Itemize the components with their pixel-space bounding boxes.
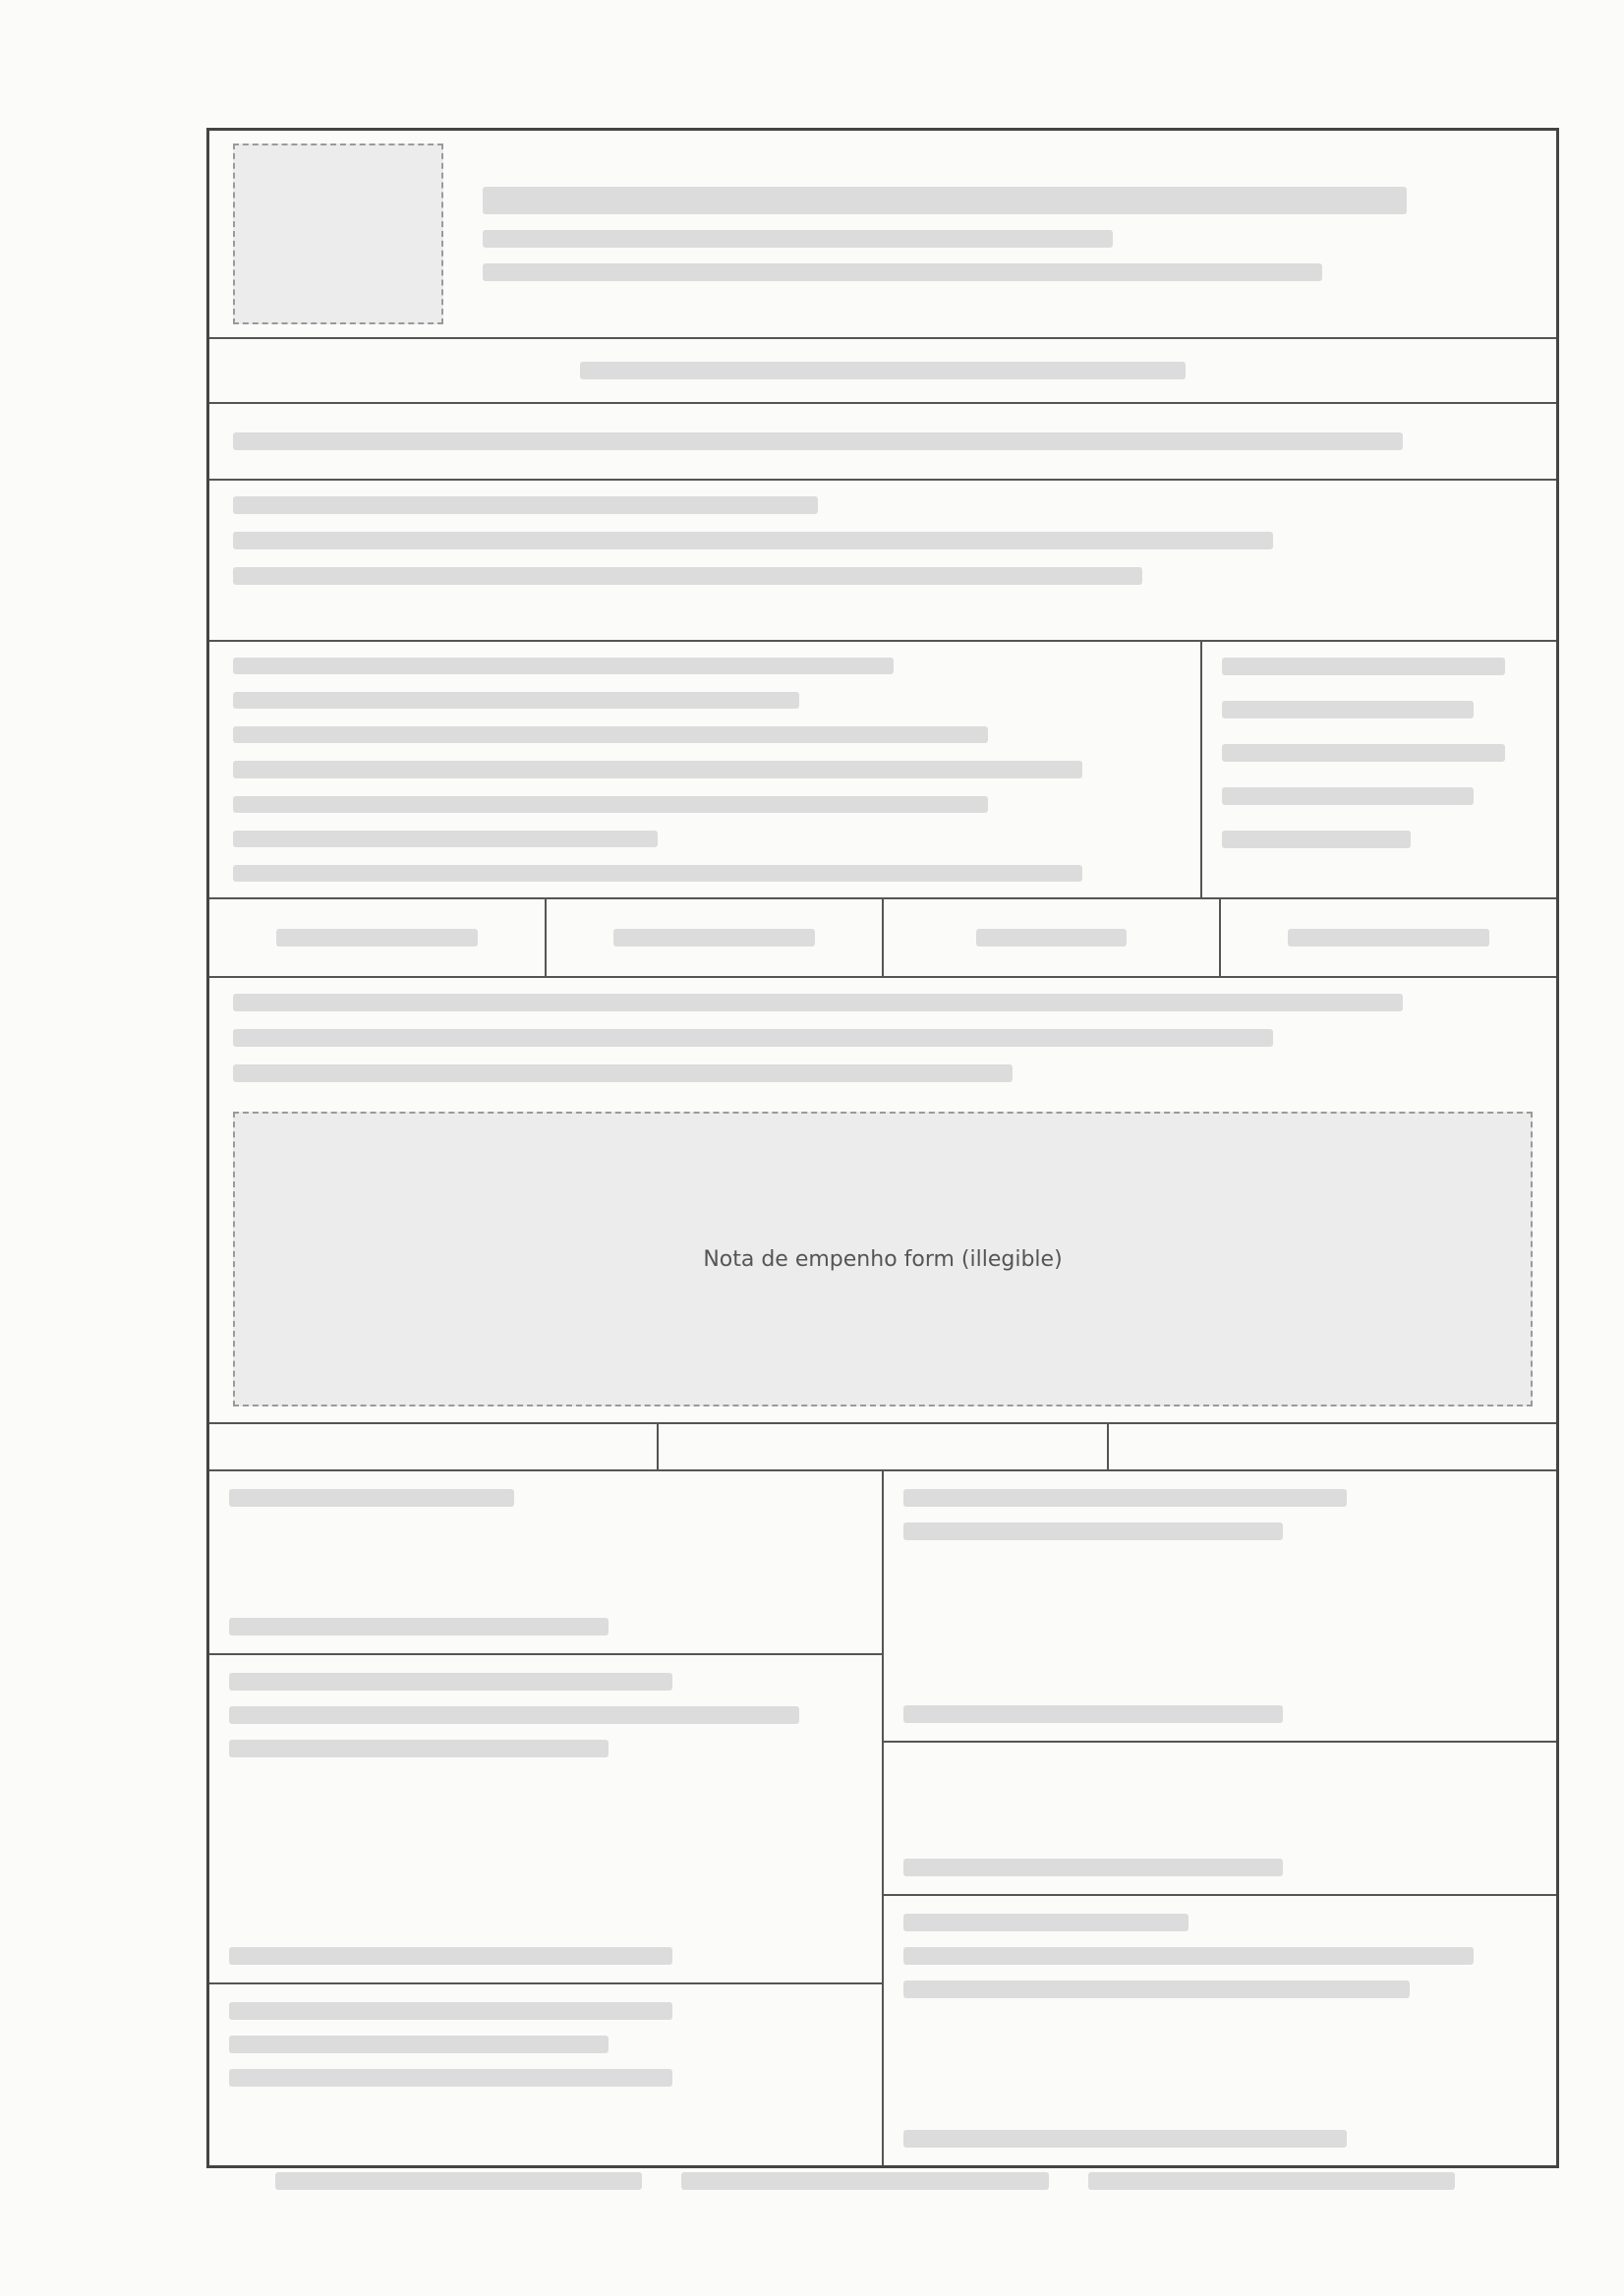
placeholder-line (233, 796, 988, 813)
placeholder-line (483, 187, 1407, 214)
right-column (884, 1471, 1556, 2165)
autorizacao-block (884, 1471, 1556, 1743)
placeholder-line (229, 1947, 672, 1965)
footer-stamps (275, 2172, 1455, 2231)
placeholder-line (229, 2036, 609, 2053)
placeholder-line (1222, 787, 1474, 805)
placeholder-line (229, 1740, 609, 1757)
placeholder-line (613, 929, 815, 947)
document-title-band (209, 339, 1556, 404)
placeholder-line (229, 2069, 672, 2087)
balance-cell (209, 899, 547, 976)
placeholder-line (229, 1673, 672, 1691)
placeholder-line (233, 761, 1082, 777)
placeholder-line (580, 362, 1187, 379)
placeholder-line (976, 929, 1127, 947)
placeholder-line (1222, 701, 1474, 718)
left-column (209, 1471, 884, 2165)
empenhado-por-block (209, 1471, 882, 1655)
budget-classification-block (209, 642, 1556, 899)
empenho-meta-row (209, 404, 1556, 481)
letterhead (209, 131, 1556, 339)
placeholder-line (233, 994, 1403, 1011)
placeholder-line (275, 2172, 642, 2190)
bank-details-block (209, 1984, 882, 2166)
ordem-de-pagamento-block (209, 1655, 882, 1984)
lower-section (209, 1471, 1556, 2165)
placeholder-line (1088, 2172, 1455, 2190)
balance-cell (884, 899, 1221, 976)
licitacao-block (1202, 642, 1556, 897)
retencoes-cell (209, 1424, 659, 1469)
budget-codes (209, 642, 1202, 897)
placeholder-line (229, 1618, 609, 1636)
placeholder-line (233, 726, 988, 743)
placeholder-line (1222, 831, 1411, 848)
items-table (209, 978, 1556, 1424)
placeholder-line (903, 1522, 1283, 1540)
placeholder-line (233, 532, 1273, 549)
letterhead-text (483, 187, 1533, 281)
balance-cell (1221, 899, 1556, 976)
placeholder-line (233, 692, 799, 709)
placeholder-line (1288, 929, 1489, 947)
placeholder-line (1222, 658, 1505, 675)
placeholder-line (903, 1980, 1410, 1998)
placeholder-line (903, 1947, 1474, 1965)
placeholder-line (276, 929, 478, 947)
placeholder-line (233, 567, 1142, 585)
placeholder-line (233, 496, 818, 514)
placeholder-line (229, 1706, 799, 1724)
placeholder-line (229, 1489, 514, 1507)
placeholder-line (1222, 744, 1505, 762)
retencoes-row (209, 1424, 1556, 1471)
placeholder-line (483, 263, 1322, 281)
placeholder-line (233, 658, 894, 674)
placeholder-line (681, 2172, 1048, 2190)
retencoes-cell (659, 1424, 1108, 1469)
placeholder-line (233, 831, 658, 847)
placeholder-line (233, 1064, 1013, 1082)
nota-de-empenho-form (206, 128, 1559, 2168)
placeholder-line (903, 1914, 1189, 1931)
placeholder-line (233, 865, 1082, 882)
placeholder-line (903, 1489, 1347, 1507)
balance-cell (547, 899, 884, 976)
placeholder-line (903, 1705, 1283, 1723)
placeholder-line (903, 2130, 1347, 2148)
retencoes-cell (1109, 1424, 1556, 1469)
signature-scrawl-area: Nota de empenho form (illegible) (233, 1112, 1533, 1406)
placeholder-line (903, 1859, 1283, 1876)
balance-summary-row (209, 899, 1556, 978)
placeholder-line (483, 230, 1113, 248)
recibo-block (884, 1896, 1556, 2165)
placeholder-line (233, 432, 1403, 450)
municipal-crest (233, 144, 443, 324)
contador-block (884, 1743, 1556, 1897)
placeholder-line (233, 1029, 1273, 1047)
credor-block (209, 481, 1556, 642)
placeholder-line (229, 2002, 672, 2020)
